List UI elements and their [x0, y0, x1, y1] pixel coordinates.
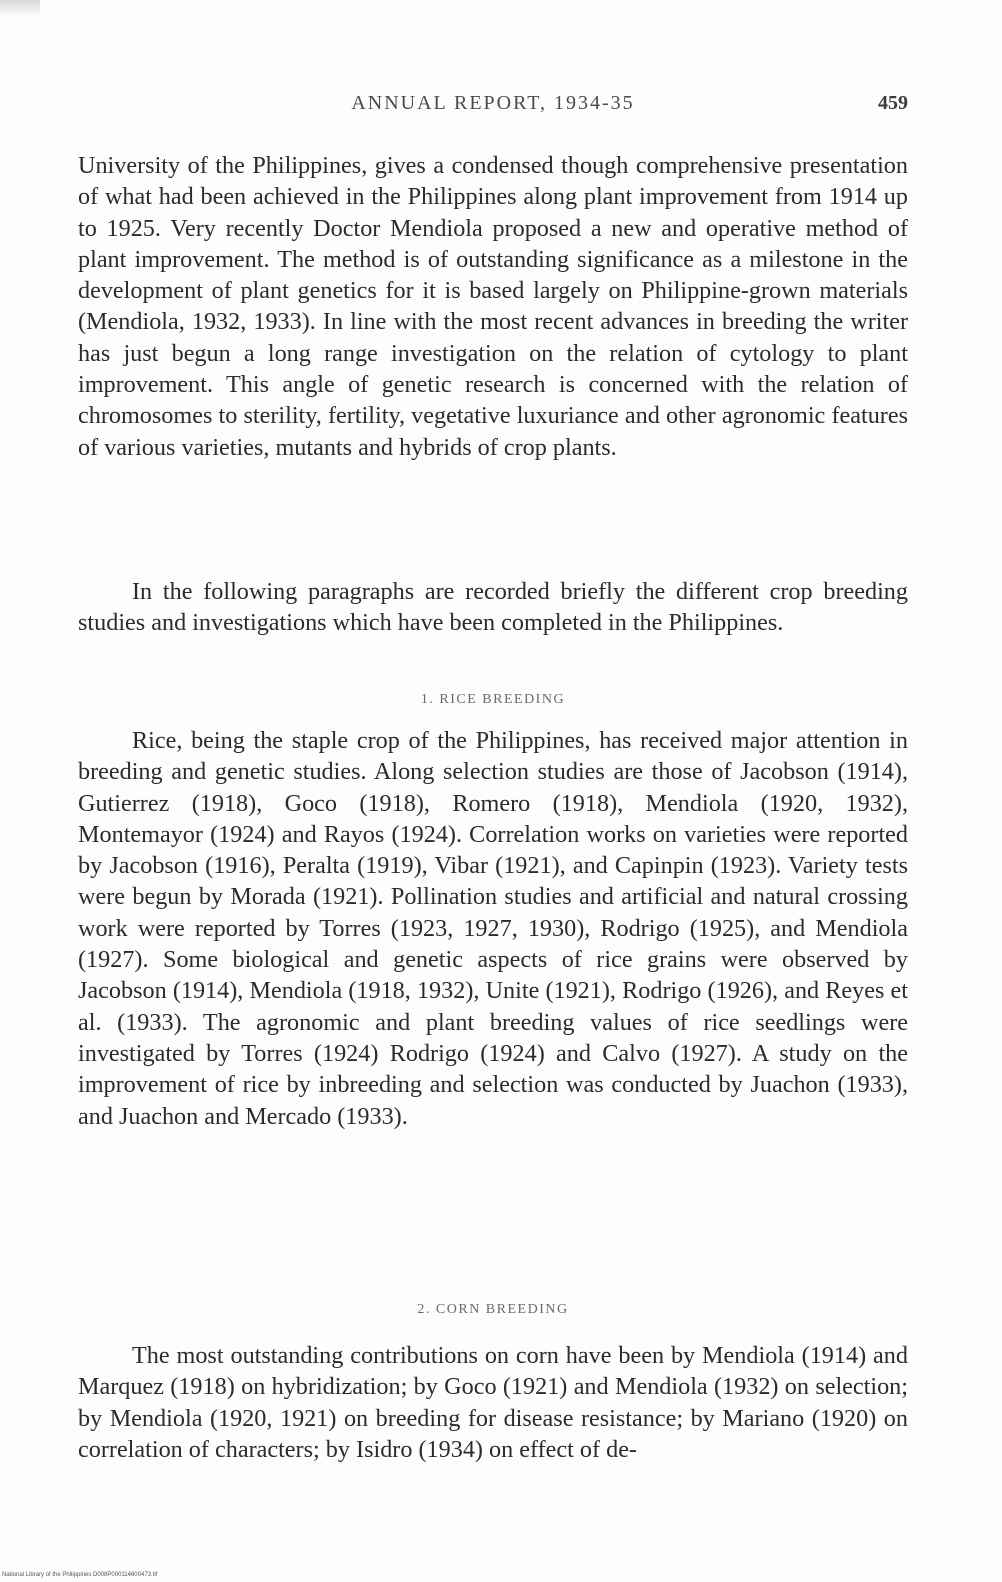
rice-text-block: [78, 725, 908, 1132]
page-number: 459: [878, 92, 908, 114]
intro-text-block: [78, 150, 908, 463]
paragraph-continuation: University of the Philippines, gives a condensed though comprehensive presentation of what had been achieved in the Philippines along plant improvement from 1914 up to 1925. Very recently Doctor Mendiola proposed a new and operative method of plant improvement. The method is of outstanding significance as a milestone in the development of plant genetics for it is based largely on Philippine-grown materials (Mendiola, 1932, 1933). In line with the most recent advances in breeding the writer has just begun a long range investigation on the relation of cytology to plant improvement. This angle of genetic research is concerned with the relation of chromosomes to sterility, fertility, vegetative luxuriance and other agronomic features of various varieties, mutants and hybrids of crop plants.: [78, 152, 908, 461]
paragraph-corn-breeding: The most outstanding contributions on corn have been by Mendiola (1914) and Marquez (1918) on hybridization; by Goco (1921) and Mendiola (1932) on selection; by Mendiola (1920, 1921) on breeding for disease resistance; by Mariano (1920) on correlation of characters; by Isidro (1934) on effect of de-: [78, 1342, 908, 1463]
scan-credit-footer: National Library of the Philippines D008P000114600473.tif: [2, 1572, 158, 1578]
overview-text-block: [78, 576, 908, 639]
running-header: [78, 92, 908, 122]
section-heading-corn: 2. CORN BREEDING: [417, 1302, 569, 1317]
paragraph-overview: In the following paragraphs are recorded briefly the different crop breeding studies and investigations which have been completed in the Philippines.: [78, 578, 908, 637]
scan-fold-mark: [0, 0, 40, 16]
paragraph-rice-breeding: Rice, being the staple crop of the Philippines, has received major attention in breeding and genetic studies. Along selection studies are those of Jacobson (1914), Gutierrez (1918), Goco (1918), Romero (1918), Mendiola (1920, 1932), Montemayor (1924) and Rayos (1924). Correlation works on varieties were reported by Jacobson (1916), Peralta (1919), Vibar (1921), and Capinpin (1923). Variety tests were begun by Morada (1921). Pollination studies and artificial and natural crossing work were reported by Torres (1923, 1927, 1930), Rodrigo (1925), and Mendiola (1927). Some biological and genetic aspects of rice grains were observed by Jacobson (1914), Mendiola (1918, 1932), Unite (1921), Rodrigo (1926), and Reyes et al. (1933). The agronomic and plant breeding values of rice seedlings were investigated by Torres (1924) Rodrigo (1924) and Calvo (1927). A study on the improvement of rice by inbreeding and selection was conducted by Juachon (1933), and Juachon and Mercado (1933).: [78, 727, 908, 1130]
running-title: ANNUAL REPORT, 1934-35: [351, 92, 635, 114]
corn-text-block: [78, 1340, 908, 1465]
section-heading-rice: 1. RICE BREEDING: [420, 692, 566, 707]
